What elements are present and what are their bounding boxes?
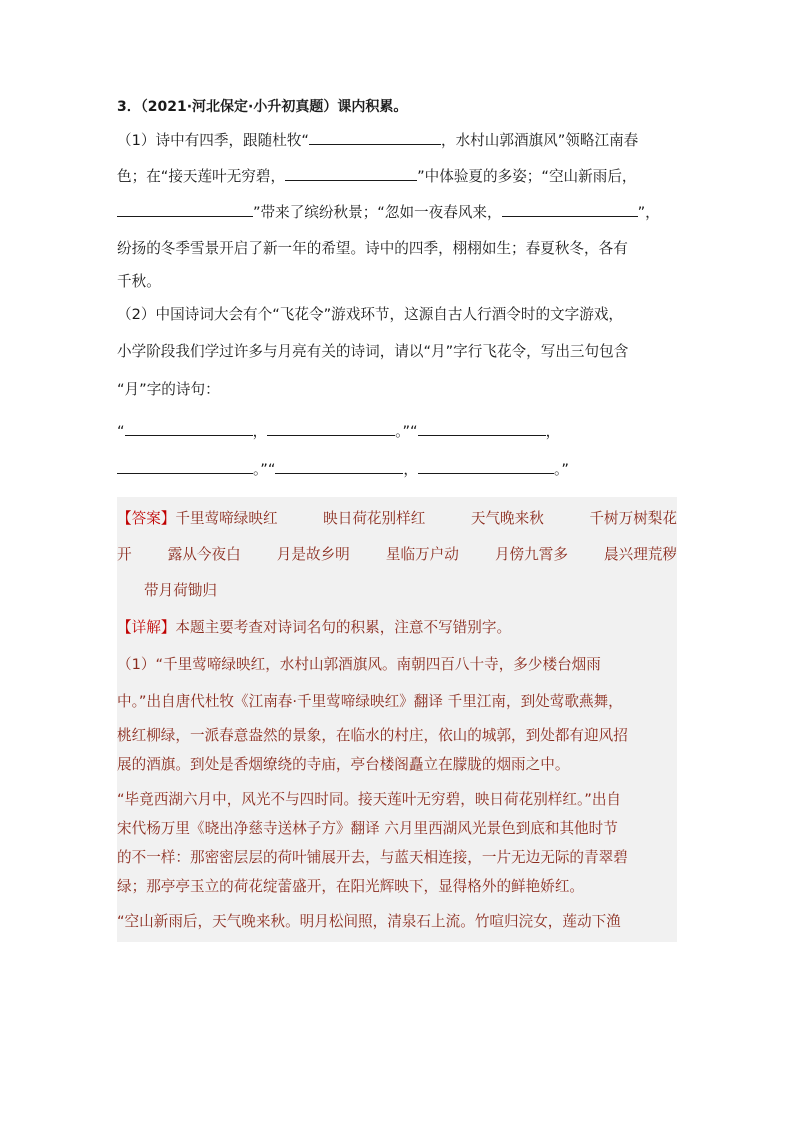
blank-5[interactable] xyxy=(125,420,253,436)
answer-item: 千树万树梨花 xyxy=(589,510,677,527)
detail-p2-line: “毕竟西湖六月中，风光不与四时同。接天莲叶无穷碧，映日荷花别样红。”出自 xyxy=(117,791,622,808)
blank-6[interactable] xyxy=(267,420,395,436)
answer-item: 开 xyxy=(117,546,132,563)
answer-item: 映日荷花别样红 xyxy=(323,510,426,527)
answer-line-3 xyxy=(117,573,677,609)
document-body xyxy=(117,97,677,942)
blank-9[interactable] xyxy=(275,458,403,474)
answer-item: 露从今夜白 xyxy=(167,546,241,563)
detail-p1-line: 展的酒旗。到处是香烟缭绕的寺庙，亭台楼阁矗立在朦胧的烟雨之中。 xyxy=(117,756,570,773)
part1-line1: （1）诗中有四季，跟随杜牧“ ，水村山郭酒旗风”领略江南春 xyxy=(117,123,677,159)
blank-3[interactable] xyxy=(117,201,253,217)
answer-tag: 【答案】 xyxy=(117,510,176,527)
part2-line3: “月”字的诗句： xyxy=(117,381,220,398)
blank-8[interactable] xyxy=(117,458,253,474)
detail-intro-line xyxy=(117,609,677,647)
detail-p1-line: 中。”出自唐代杜牧《江南春·千里莺啼绿映红》翻译 千里江南，到处莺歌燕舞， xyxy=(117,693,623,710)
detail-p1-line: 桃红柳绿，一派春意盎然的景象，在临水的村庄，依山的城郭，到处都有迎风招 xyxy=(117,727,628,744)
detail-tag: 【详解】 xyxy=(117,619,176,636)
detail-p2-line: 宋代杨万里《晓出净慈寺送林子方》翻译 六月里西湖风光景色到底和其他时节 xyxy=(117,820,618,837)
answer-item: 带月荷锄归 xyxy=(144,582,217,599)
blank-2[interactable] xyxy=(285,165,417,181)
answer-section xyxy=(117,497,677,942)
answer-line-1 xyxy=(117,501,677,537)
part1-line4: 纷扬的冬季雪景开启了新一年的希望。诗中的四季，栩栩如生；春夏秋冬，各有 xyxy=(117,240,628,257)
part2-line2: 小学阶段我们学过许多与月亮有关的诗词，请以“月”字行飞花令，写出三句包含 xyxy=(117,343,629,360)
answer-item: 星临万户动 xyxy=(385,546,459,563)
part1-line3: ”带来了缤纷秋景；“忽如一夜春风来， ”， xyxy=(117,195,677,231)
blank-1[interactable] xyxy=(309,129,441,145)
part1-line5: 千秋。 xyxy=(117,273,161,290)
part1-line2: 色；在“接天莲叶无穷碧， ”中体验夏的多姿；“空山新雨后， xyxy=(117,159,677,195)
answer-item: 天气晚来秋 xyxy=(470,510,544,527)
part2-line1: （2）中国诗词大会有个“飞花令”游戏环节，这源自古人行酒令时的文字游戏， xyxy=(117,306,624,323)
detail-p1-line: （1）“千里莺啼绿映红，水村山郭酒旗风。南朝四百八十寺，多少楼台烟雨 xyxy=(117,656,601,673)
answer-item: 晨兴理荒秽 xyxy=(604,546,677,563)
blank-10[interactable] xyxy=(418,458,554,474)
question-title: 3．（2021·河北保定·小升初真题）课内积累。 xyxy=(117,99,408,115)
part2-blanks-line2: 。”“ ， 。” xyxy=(117,451,677,489)
answer-item: 月是故乡明 xyxy=(276,546,350,563)
answer-line-2 xyxy=(117,537,677,573)
answer-item: 千里莺啼绿映红 xyxy=(175,510,278,527)
blank-4[interactable] xyxy=(502,201,638,217)
blank-7[interactable] xyxy=(418,420,546,436)
detail-p2-line: 的不一样：那密密层层的荷叶铺展开去，与蓝天相连接，一片无边无际的青翠碧 xyxy=(117,849,628,866)
answer-item: 月傍九霄多 xyxy=(494,546,568,563)
part2-blanks-line1: “ ， 。”“ ， xyxy=(117,413,677,451)
detail-p3-line: “空山新雨后，天气晚来秋。明月松间照，清泉石上流。竹喧归浣女，莲动下渔 xyxy=(117,913,621,930)
detail-intro: 本题主要考查对诗词名句的积累，注意不写错别字。 xyxy=(175,619,512,636)
detail-p2-line: 绿；那亭亭玉立的荷花绽蕾盛开，在阳光辉映下，显得格外的鲜艳娇红。 xyxy=(117,878,585,895)
